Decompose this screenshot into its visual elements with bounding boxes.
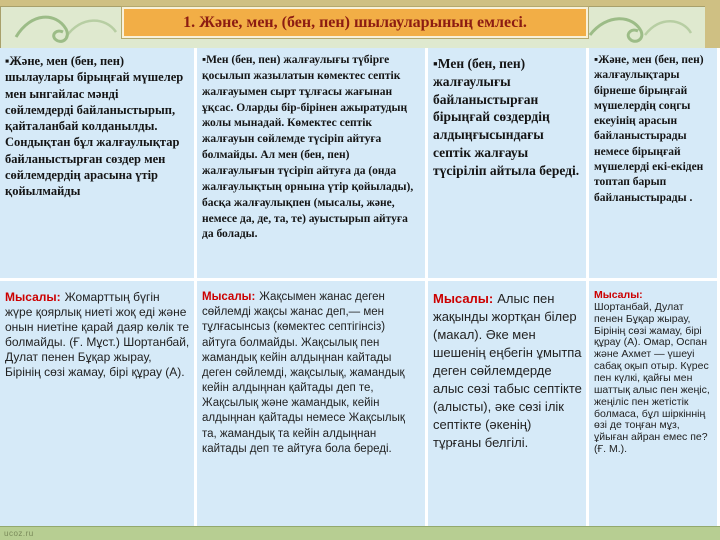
page-title: 1. Жәнe, мен, (бен, пен) шылауларының емлесі. [183, 13, 527, 31]
example-cell-4 [589, 281, 717, 527]
vine-decoration-left [11, 7, 121, 49]
watermark: ucoz.ru [4, 529, 34, 538]
example-label: Мысалы: [5, 290, 61, 304]
example-text: Шортанбай, Дулат пенен Бұқар жырау, Бірінің сөзі жамау, бірі құрау (А). Омар, Оспан жәнe Ахмет — үшеуі сабақ оқып отыр. Күрес пен күлкі, қайғы мен шаттық алыс пен жеңіс, жеңіліс пен жетістік болмаса, бұл шіркіннің өзі де тоңған мұз, ұйыған айран емес пе? (Ғ. М.). [594, 300, 710, 456]
bottom-strip [0, 526, 720, 540]
example-cell-3 [428, 281, 586, 527]
example-text: Алыс пен жақынды жортқан білер (макал). Әке мен шешенің еңбегін ұмытпа деген сөйлемдерде алыс сөзі табыс септікте (алысты), әке сөзі ілік септікте (әкенің) тұрғаны белгілі. [433, 291, 582, 450]
vine-decoration-right [585, 7, 695, 49]
rules-table [0, 48, 720, 527]
rule-cell-zhane-repeat [0, 48, 194, 278]
example-text: Жақсымен жанас деген сөйлемді жақсы жанас деп,— мен тұлғасынсыз (көмектес септігінсіз) айтуга болмайды. Жақсылық пен жамандық кейін алдыңнан кайтады деген сөйлемді, жақсылық, жамандық кейін алдыңнан қайтады деп те, Жақсылық және жамандык, кейін алдыңнан қайтады немесе Жақсылық та, жамандық та кейін алдыңнан кайтады деп те айтуға бола береді. [202, 291, 405, 455]
rule-text: ▪Мен (бен, пен) жалғаулығы байланыстырған бірыңғай сөздердің алдыңғысындағы септік жалғауы түсіріліп айтыла береді. [433, 56, 580, 178]
rule-text: ▪Жәнe, мен (бен, пен) шылаулары бірыңғай мүшелер мен ынгайлас мәнді сөйлемдерді байланыстырып, қайталанбай колданылды. Сондықтан бұл жалғаулықтар байланыстырған сөздер мен сөйлемдердің арасына үтір қойылмайды [5, 54, 184, 198]
rule-cell-zhane-grouping [589, 48, 717, 278]
example-label: Мысалы: [202, 291, 256, 303]
rule-text: ▪Жәнe, мен (бен, пен) жалғаулықтары бірнеше бірыңғай мүшелердің соңгы екеуінің арасын байланыстырады немесе бірыңғай мүшелерді екі-екіден топтап барып байланыстырады . [594, 54, 704, 204]
title-plate [122, 7, 588, 38]
rule-cell-men-case-drop [428, 48, 586, 278]
example-label: Мысалы: [433, 291, 494, 306]
rule-cell-men-instrumental [197, 48, 425, 278]
rule-text: ▪Мен (бен, пен) жалғаулығы түбірге қосылып жазылатын көмектес септік жалғауымен сырт тұлғасы жағынан ұқсас. Оларды бір-бірінен ажыратудың жолы мынадай. Көмектес септік жалғауын сөйлемде түсіріп айтуға болмайды. Ал мен (бен, пен) жалғаулығын түсіріп айтуға да (онда жалғаулықтың орнына үтір қойылады), басқа жалғаулықпен (мысалы, және, немесе да, де, та, те) ауыстырып айтуға да болады. [202, 54, 414, 241]
example-cell-1 [0, 281, 194, 527]
example-cell-2 [197, 281, 425, 527]
example-text: Жомарттың бүгін жүре қоярлық ниеті жоқ еді және онын ниетіне қарай даяр көлік те болмайды. (Ғ. Мұст.) Шортанбай, Дулат пенен Бұқар жырау, Бірінің сөзі жамау, бірі құрау (А). [5, 290, 190, 379]
example-label: Мысалы: [594, 289, 643, 301]
